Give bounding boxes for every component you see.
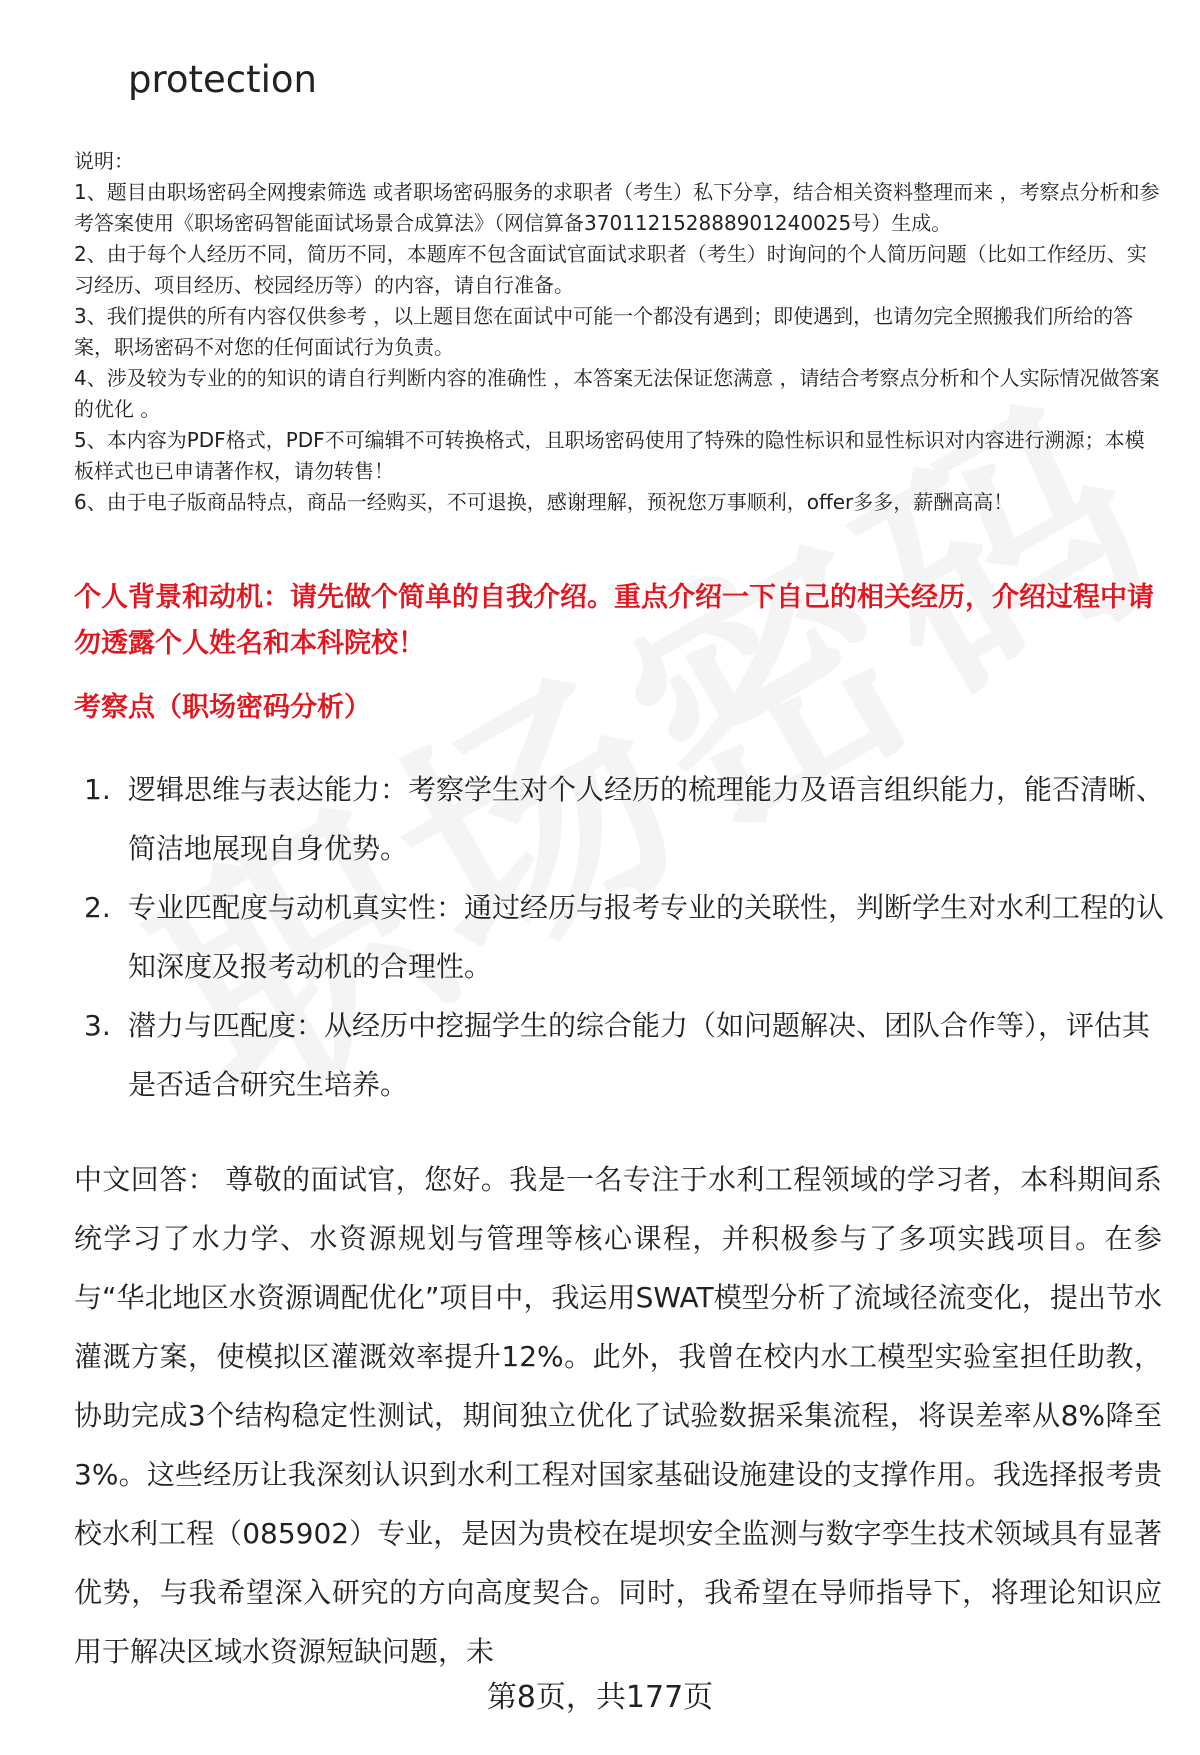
note-item-1: 1、题目由职场密码全网搜索筛选 或者职场密码服务的求职者（考生）私下分享，结合相关资料整理而来 ，考察点分析和参考答案使用《职场密码智能面试场景合成算法》（网信算备370112152888901240025号）生成。: [74, 180, 1160, 235]
note-item-6: 6、由于电子版商品特点，商品一经购买，不可退换，感谢理解，预祝您万事顺利，offer多多，薪酬高高！: [74, 490, 1014, 514]
analysis-point-3: [84, 996, 1164, 1114]
analysis-point-2: [84, 878, 1164, 996]
point-text: 潜力与匹配度：从经历中挖掘学生的综合能力（如问题解决、团队合作等），评估其是否适合研究生培养。: [128, 1009, 1151, 1101]
note-item-5: 5、本内容为PDF格式，PDF不可编辑不可转换格式，且职场密码使用了特殊的隐性标识和显性标识对内容进行溯源；本模板样式也已申请著作权，请勿转售！: [74, 428, 1145, 483]
heading-word: protection: [128, 58, 318, 101]
analysis-point-1: [84, 760, 1164, 878]
analysis-title: 考察点（职场密码分析）: [74, 692, 371, 723]
disclaimer-notes: [74, 146, 1164, 518]
point-number: 3.: [84, 1009, 111, 1042]
chinese-answer: 中文回答： 尊敬的面试官，您好。我是一名专注于水利工程领域的学习者，本科期间系统学习了水力学、水资源规划与管理等核心课程，并积极参与了多项实践项目。在参与“华北地区水资源调配优化”项目中，我运用SWAT模型分析了流域径流变化，提出节水灌溉方案，使模拟区灌溉效率提升12%。此外，我曾在校内水工模型实验室担任助教，协助完成3个结构稳定性测试，期间独立优化了试验数据采集流程，将误差率从8%降至3%。这些经历让我深刻认识到水利工程对国家基础设施建设的支撑作用。我选择报考贵校水利工程（085902）专业，是因为贵校在堤坝安全监测与数字孪生技术领域具有显著优势，与我希望深入研究的方向高度契合。同时，我希望在导师指导下，将理论知识应用于解决区域水资源短缺问题，未: [74, 1163, 1162, 1668]
point-number: 1.: [84, 773, 111, 806]
point-text: 逻辑思维与表达能力：考察学生对个人经历的梳理能力及语言组织能力，能否清晰、简洁地展现自身优势。: [128, 773, 1165, 865]
note-item-2: 2、由于每个人经历不同，简历不同，本题库不包含面试官面试求职者（考生）时询问的个人简历问题（比如工作经历、实习经历、项目经历、校园经历等）的内容，请自行准备。: [74, 242, 1147, 297]
notes-title: 说明：: [74, 149, 134, 173]
interview-question: 个人背景和动机：请先做个简单的自我介绍。重点介绍一下自己的相关经历，介绍过程中请勿透露个人姓名和本科院校！: [74, 582, 1154, 659]
analysis-points: [84, 760, 1164, 1114]
note-item-4: 4、涉及较为专业的的知识的请自行判断内容的准确性 ，本答案无法保证您满意 ，请结合考察点分析和个人实际情况做答案的优化 。: [74, 366, 1160, 421]
point-text: 专业匹配度与动机真实性：通过经历与报考专业的关联性，判断学生对水利工程的认知深度及报考动机的合理性。: [128, 891, 1165, 983]
point-number: 2.: [84, 891, 111, 924]
note-item-3: 3、我们提供的所有内容仅供参考 ，以上题目您在面试中可能一个都没有遇到；即使遇到，也请勿完全照搬我们所给的答案，职场密码不对您的任何面试行为负责。: [74, 304, 1134, 359]
page-number: 第8页，共177页: [486, 1680, 714, 1715]
